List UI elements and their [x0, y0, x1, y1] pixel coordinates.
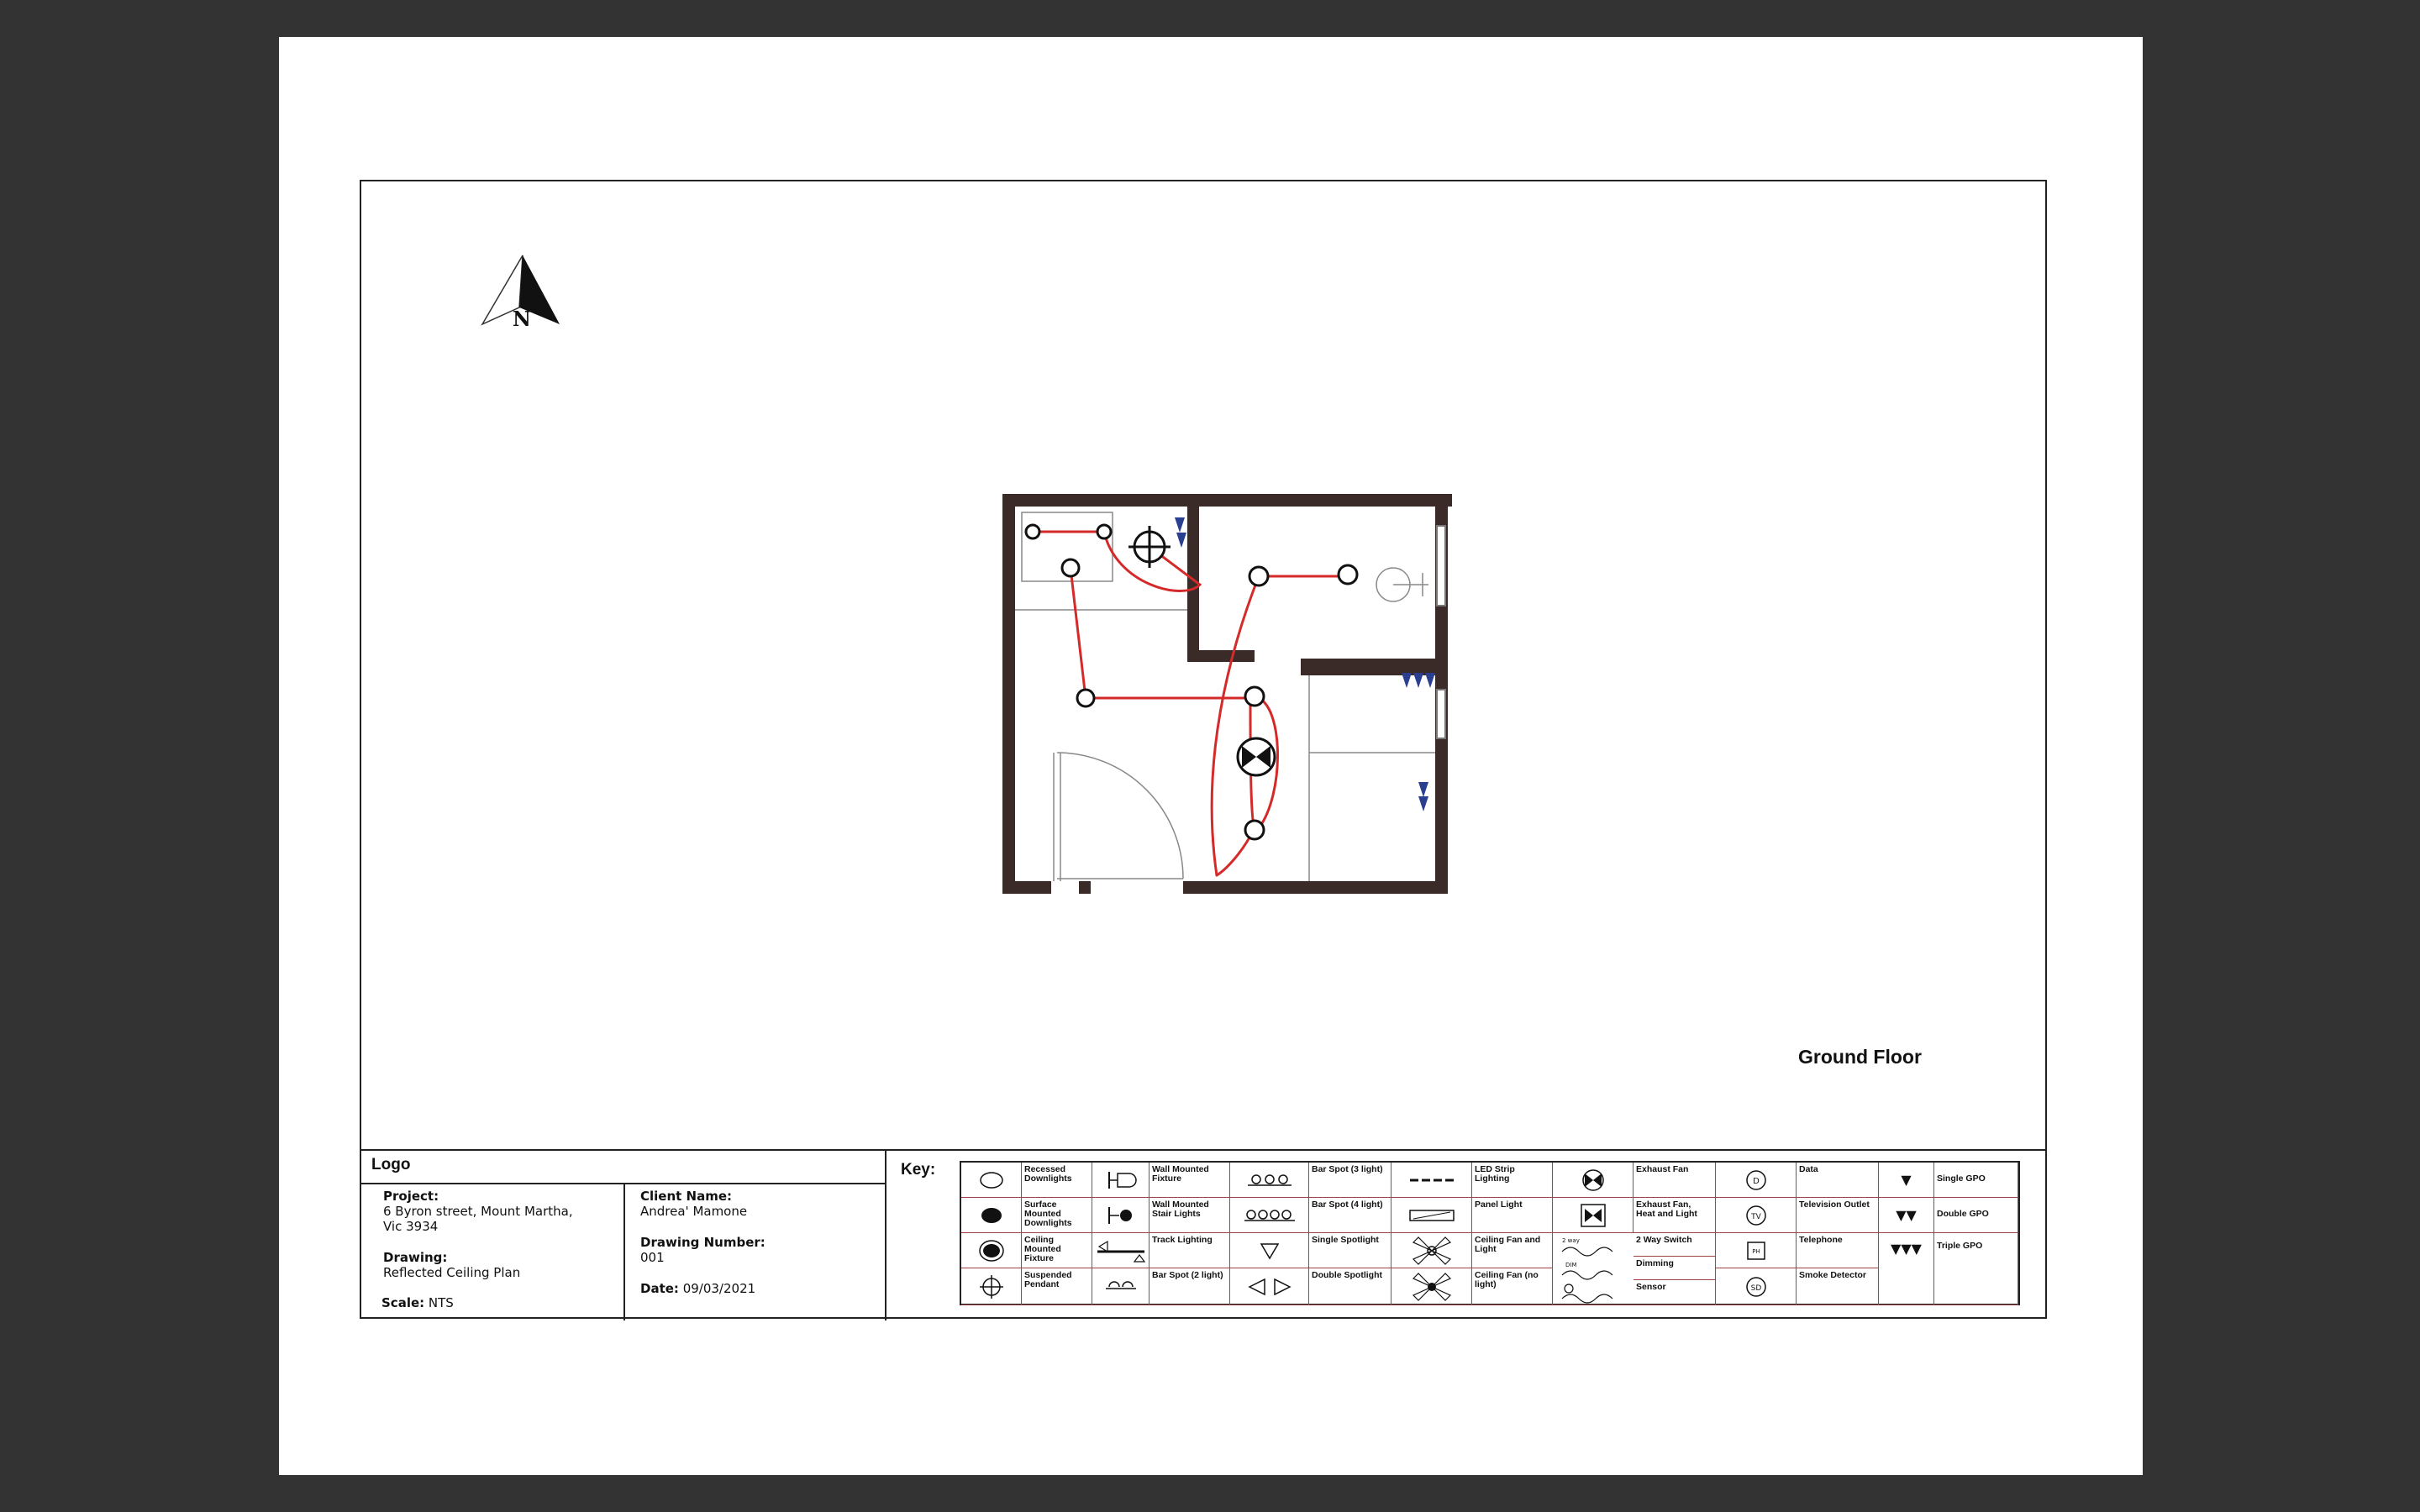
phone-tag: PH [1751, 1247, 1760, 1255]
date-value: 09/03/2021 [682, 1281, 756, 1296]
key-label: Ceiling Fan (no light) [1472, 1268, 1553, 1305]
key-label: Surface Mounted Downlights [1022, 1198, 1092, 1233]
logo-placeholder: Logo [371, 1156, 411, 1173]
double-spotlight-icon [1230, 1268, 1309, 1305]
key-label: Panel Light [1472, 1198, 1553, 1233]
tv-outlet-icon [1716, 1198, 1797, 1233]
title-block-divider [885, 1151, 886, 1320]
wall-stair-light-icon [1092, 1198, 1150, 1233]
ceiling-fixture-icon [961, 1233, 1022, 1268]
switch-icons [1553, 1233, 1634, 1305]
panel-light-icon [1392, 1198, 1472, 1233]
downlight-icon [1097, 525, 1111, 538]
recessed-downlight-icon [961, 1163, 1022, 1198]
downlight-icon [1245, 687, 1264, 706]
shower-fixture-icon [1376, 568, 1428, 601]
single-gpo-glyph: ▼ [1901, 1171, 1912, 1188]
exhaust-fan-icon [1238, 738, 1275, 775]
smoke-detector-icon [1716, 1268, 1797, 1305]
bar-spot-2-icon [1092, 1268, 1150, 1305]
key-label: Telephone [1797, 1233, 1879, 1268]
bar-spot-3-icon [1230, 1163, 1309, 1198]
scale-block [381, 1295, 454, 1310]
key-label: Exhaust Fan, Heat and Light [1634, 1198, 1716, 1233]
triple-gpo-icon [1879, 1233, 1934, 1305]
key-label: Recessed Downlights [1022, 1163, 1092, 1198]
floor-plan [998, 492, 1452, 895]
key-label: Bar Spot (2 light) [1150, 1268, 1230, 1305]
telephone-icon [1716, 1233, 1797, 1268]
led-strip-icon [1392, 1163, 1472, 1198]
data-tag: D [1752, 1176, 1760, 1186]
ceiling-fan-light-icon [1392, 1233, 1472, 1268]
exhaust-fan-icon [1553, 1163, 1634, 1198]
key-label: Data [1797, 1163, 1879, 1198]
key-label: Dimming [1634, 1257, 1716, 1280]
smoke-tag: SD [1750, 1284, 1761, 1293]
drawing-block [383, 1250, 520, 1280]
downlight-icon [1339, 565, 1357, 584]
double-gpo-glyph: ▼▼ [1896, 1206, 1917, 1223]
key-label: Bar Spot (3 light) [1309, 1163, 1392, 1198]
key-label: Single GPO [1934, 1163, 2018, 1198]
exhaust-fan-heat-icon [1553, 1198, 1634, 1233]
downlight-icon [1062, 559, 1079, 576]
key-label: Triple GPO [1934, 1233, 2018, 1305]
single-spotlight-icon [1230, 1233, 1309, 1268]
key-label: Bar Spot (4 light) [1309, 1198, 1392, 1233]
client-label: Client Name: [640, 1189, 733, 1204]
project-label: Project: [383, 1189, 439, 1204]
key-label: Suspended Pendant [1022, 1268, 1092, 1305]
dim-tag: DIM [1565, 1261, 1577, 1268]
tv-tag: TV [1750, 1212, 1761, 1221]
key-label: Sensor [1634, 1280, 1716, 1305]
key-legend [960, 1161, 2020, 1305]
key-label: Ceiling Fan and Light [1472, 1233, 1553, 1268]
key-label: Single Spotlight [1309, 1233, 1392, 1268]
key-label: Television Outlet [1797, 1198, 1879, 1233]
date-label: Date: [640, 1281, 679, 1296]
key-label: Wall Mounted Stair Lights [1150, 1198, 1230, 1233]
number-value: 001 [640, 1250, 665, 1265]
title-block [360, 1149, 2047, 1320]
ceiling-fan-icon [1392, 1268, 1472, 1305]
key-label: Double GPO [1934, 1198, 2018, 1233]
wall-fixture-icon [1092, 1163, 1150, 1198]
bar-spot-4-icon [1230, 1198, 1309, 1233]
key-label: Track Lighting [1150, 1233, 1230, 1268]
key-label: Exhaust Fan [1634, 1163, 1716, 1198]
project-block [383, 1189, 573, 1234]
north-arrow-icon [479, 252, 563, 336]
surface-downlight-icon [961, 1198, 1022, 1233]
walls [1002, 494, 1452, 894]
date-block [640, 1281, 755, 1296]
downlight-icon [1245, 821, 1264, 839]
key-label: Smoke Detector [1797, 1268, 1879, 1305]
key-label: 2 Way Switch [1634, 1233, 1716, 1257]
key-label: Double Spotlight [1309, 1268, 1392, 1305]
key-label: Ceiling Mounted Fixture [1022, 1233, 1092, 1268]
drawing-value: Reflected Ceiling Plan [383, 1265, 521, 1280]
project-line1: 6 Byron street, Mount Martha, [383, 1204, 573, 1219]
data-icon [1716, 1163, 1797, 1198]
double-gpo-icon [1879, 1198, 1934, 1233]
downlight-icon [1077, 690, 1094, 706]
client-block [640, 1189, 747, 1219]
key-title: Key: [901, 1161, 936, 1179]
scale-label: Scale: [381, 1295, 425, 1310]
triple-gpo-glyph: ▼▼▼ [1891, 1241, 1922, 1257]
single-gpo-icon [1879, 1163, 1934, 1198]
project-line2: Vic 3934 [383, 1219, 439, 1234]
key-label: Wall Mounted Fixture [1150, 1163, 1230, 1198]
number-block [640, 1235, 765, 1265]
client-value: Andrea' Mamone [640, 1204, 748, 1219]
downlight-icon [1026, 525, 1039, 538]
drawing-label: Drawing: [383, 1250, 448, 1265]
scale-value: NTS [428, 1295, 454, 1310]
title-block-divider [623, 1183, 625, 1320]
two-way-tag: 2 way [1562, 1236, 1580, 1244]
suspended-pendant-icon [961, 1268, 1022, 1305]
number-label: Drawing Number: [640, 1235, 765, 1250]
suspended-pendant-icon [1128, 526, 1171, 568]
downlight-icon [1249, 567, 1268, 585]
floor-title: Ground Floor [1798, 1046, 1922, 1068]
title-block-divider [360, 1183, 885, 1184]
track-lighting-icon [1092, 1233, 1150, 1268]
key-label: LED Strip Lighting [1472, 1163, 1553, 1198]
north-label: N [513, 307, 531, 331]
